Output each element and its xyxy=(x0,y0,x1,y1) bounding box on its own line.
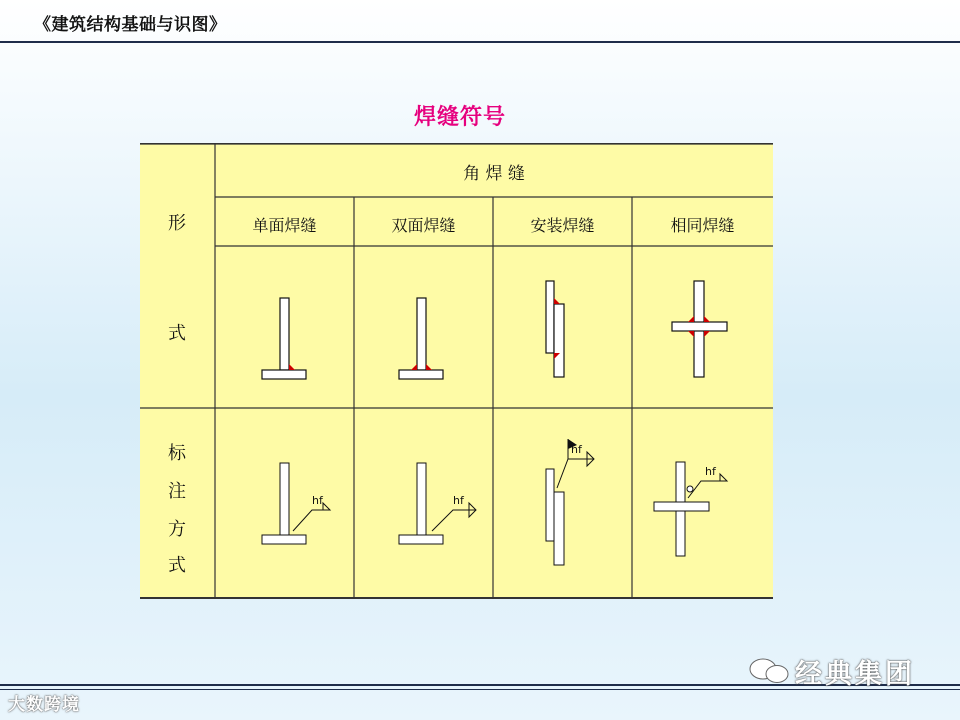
column-header-same: 相同焊缝 xyxy=(670,216,735,235)
row-header-annotation-char: 标 xyxy=(168,443,186,464)
column-header-single: 单面焊缝 xyxy=(252,216,317,235)
site-weld-drawing xyxy=(546,281,564,377)
wechat-icon xyxy=(748,656,792,686)
column-header-site: 安装焊缝 xyxy=(530,216,595,235)
header-divider xyxy=(0,41,960,43)
weld-size-label: hf xyxy=(705,465,716,478)
slide-title: 焊缝符号 xyxy=(413,105,506,130)
watermark-left: 大数跨境 xyxy=(8,695,80,715)
row-header-form-char: 形 xyxy=(168,213,186,234)
weld-symbol-table xyxy=(140,143,773,599)
weld-size-label: hf xyxy=(453,494,464,507)
same-weld-annotation xyxy=(654,462,727,556)
row-header-annotation-char: 方 xyxy=(168,519,186,540)
single-fillet-weld-drawing xyxy=(262,298,306,379)
same-weld-drawing xyxy=(672,281,727,377)
site-weld-annotation xyxy=(546,439,594,565)
weld-size-label: hf xyxy=(312,494,323,507)
row-header-form-char: 式 xyxy=(168,323,186,344)
double-fillet-weld-annotation xyxy=(399,463,476,544)
column-header-double: 双面焊缝 xyxy=(391,216,456,235)
table-grid xyxy=(140,143,773,599)
watermark-right: 经典集团 xyxy=(795,659,915,690)
row-header-annotation-char: 注 xyxy=(168,481,186,502)
row-header-annotation-char: 式 xyxy=(168,555,186,576)
double-fillet-weld-drawing xyxy=(399,298,443,379)
header-title: 《建筑结构基础与识图》 xyxy=(34,15,227,35)
weld-size-label: hf xyxy=(571,443,582,456)
fillet-weld-group-header: 角 焊 缝 xyxy=(463,164,525,184)
